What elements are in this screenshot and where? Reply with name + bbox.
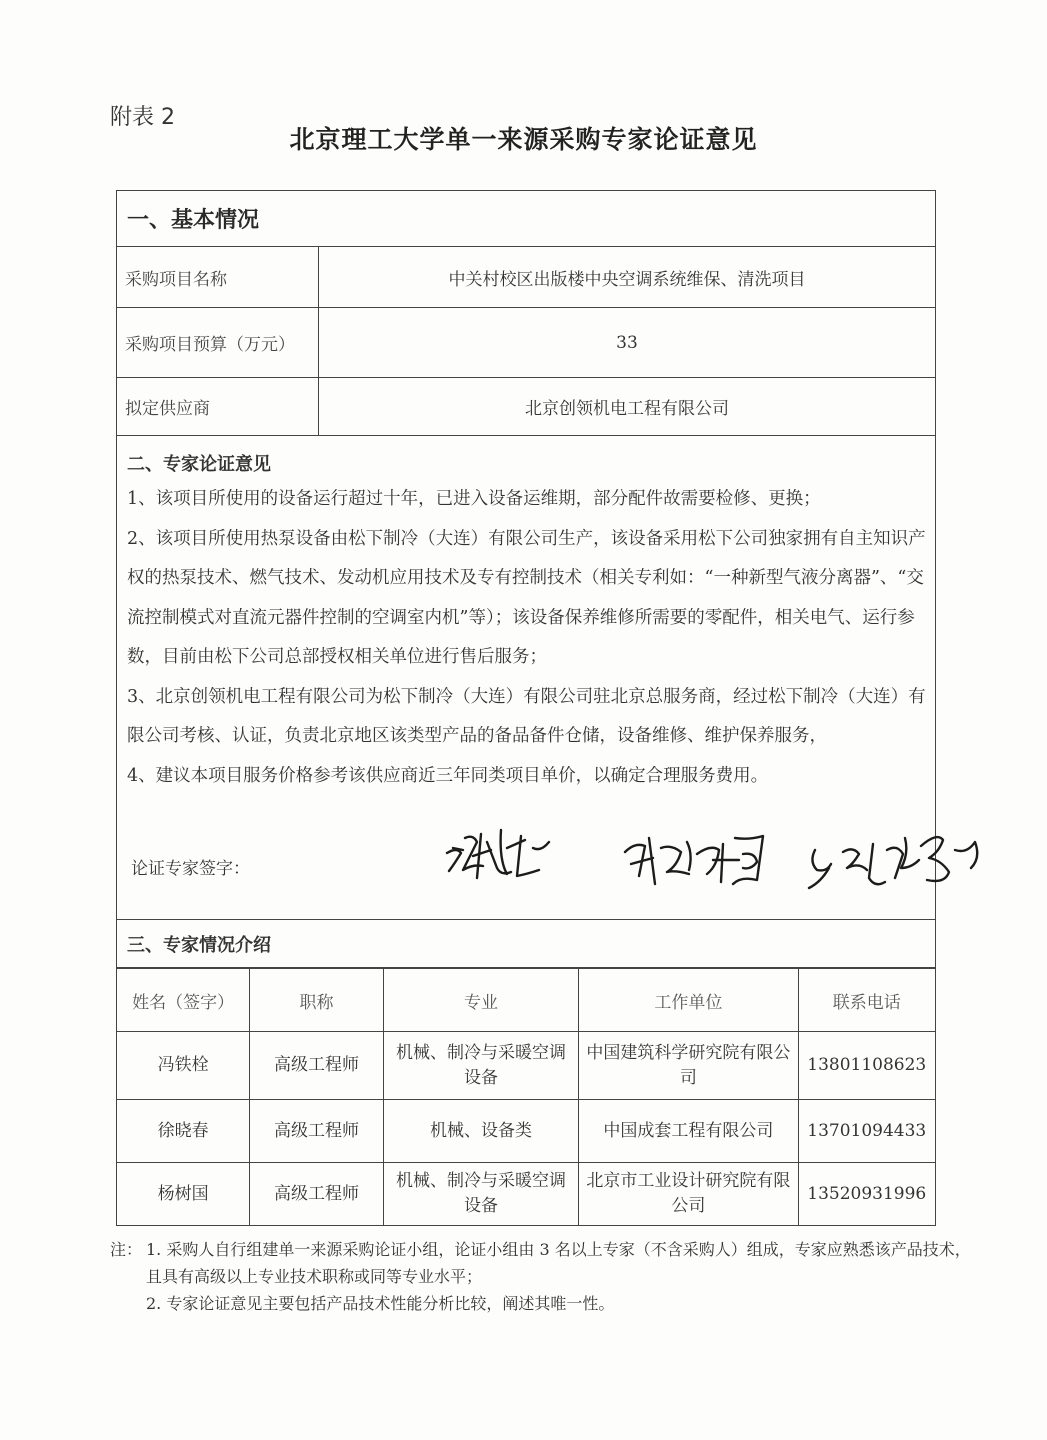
appendix-label: 附表 2 xyxy=(110,105,175,130)
footnote-text: 2. 专家论证意见主要包括产品技术性能分析比较，阐述其唯一性。 xyxy=(146,1294,615,1313)
supplier-value: 北京创领机电工程有限公司 xyxy=(525,399,729,419)
footnote-prefix: 注： xyxy=(110,1240,143,1259)
opinion-paragraph: 4、建议本项目服务价格参考该供应商近三年同类项目单价，以确定合理服务费用。 xyxy=(127,765,769,786)
form-frame xyxy=(116,190,936,1226)
project-name-row xyxy=(117,247,935,308)
expert-phone: 13701094433 xyxy=(798,1100,935,1163)
expert-title: 高级工程师 xyxy=(250,1032,384,1100)
table-row xyxy=(117,1100,935,1163)
expert-employer: 北京市工业设计研究院有限公司 xyxy=(579,1163,798,1226)
table-row xyxy=(117,1163,935,1226)
project-budget-value: 33 xyxy=(616,332,638,353)
opinion-paragraph: 3、北京创领机电工程有限公司为松下制冷（大连）有限公司驻北京总服务商，经过松下制冷（大连）有限公司考核、认证，负责北京地区该类型产品的备品备件仓储，设备维修、维护保养服务， xyxy=(127,686,926,746)
expert-specialty: 机械、制冷与采暖空调设备 xyxy=(383,1032,578,1100)
expert-phone: 13520931996 xyxy=(798,1163,935,1226)
expert-name: 冯铁栓 xyxy=(117,1032,250,1100)
footnote-item xyxy=(110,1290,980,1317)
footnote-item xyxy=(110,1236,980,1290)
project-budget-label: 采购项目预算（万元） xyxy=(117,308,319,377)
expert-title: 高级工程师 xyxy=(250,1163,384,1226)
expert-intro-heading: 三、专家情况介绍 xyxy=(117,920,935,968)
expert-opinion-section xyxy=(117,436,935,920)
expert-name: 杨树国 xyxy=(117,1163,250,1226)
column-header-name: 姓名（签字） xyxy=(117,969,250,1032)
expert-opinion-body xyxy=(127,480,933,796)
page-title: 北京理工大学单一来源采购专家论证意见 xyxy=(289,125,758,154)
supplier-label: 拟定供应商 xyxy=(117,378,319,435)
expert-name: 徐晓春 xyxy=(117,1100,250,1163)
supplier-row xyxy=(117,378,935,436)
opinion-paragraph: 1、该项目所使用的设备运行超过十年，已进入设备运维期，部分配件故需要检修、更换； xyxy=(127,489,821,509)
expert-employer: 中国建筑科学研究院有限公司 xyxy=(579,1032,798,1100)
expert-table xyxy=(117,968,935,1225)
footnote-text: 1. 采购人自行组建单一来源采购论证小组，论证小组由 3 名以上专家（不含采购人）组成，专家应熟悉该产品技术，且具有高级以上专业技术职称或同等专业水平； xyxy=(146,1240,971,1286)
column-header-specialty: 专业 xyxy=(383,969,578,1032)
project-name-label: 采购项目名称 xyxy=(117,247,319,307)
basic-info-heading: 一、基本情况 xyxy=(117,191,935,247)
opinion-paragraph: 2、该项目所使用热泵设备由松下制冷（大连）有限公司生产，该设备采用松下公司独家拥有自主知识产权的热泵技术、燃气技术、发动机应用技术及专有控制技术（相关专利如：“一种新型气液分离器”、“交流控制模式对直流元器件控制的空调室内机”等）；该设备保养维修所需要的零配件，相关电气、运行参数，目前由松下公司总部授权相关单位进行售后服务； xyxy=(127,528,926,667)
expert-specialty: 机械、设备类 xyxy=(383,1100,578,1163)
expert-table-header-row xyxy=(117,969,935,1032)
expert-specialty: 机械、制冷与采暖空调设备 xyxy=(383,1163,578,1226)
column-header-phone: 联系电话 xyxy=(798,969,935,1032)
expert-title: 高级工程师 xyxy=(250,1100,384,1163)
table-row xyxy=(117,1032,935,1100)
column-header-employer: 工作单位 xyxy=(579,969,798,1032)
signature-label: 论证专家签字： xyxy=(131,859,250,879)
expert-opinion-heading: 二、专家论证意见 xyxy=(127,454,271,475)
project-budget-row xyxy=(117,308,935,378)
expert-signatures xyxy=(435,808,995,908)
expert-phone: 13801108623 xyxy=(798,1032,935,1100)
project-name-value: 中关村校区出版楼中央空调系统维保、清洗项目 xyxy=(448,269,806,290)
expert-employer: 中国成套工程有限公司 xyxy=(579,1100,798,1163)
footnotes xyxy=(110,1236,980,1317)
column-header-title: 职称 xyxy=(250,969,384,1032)
